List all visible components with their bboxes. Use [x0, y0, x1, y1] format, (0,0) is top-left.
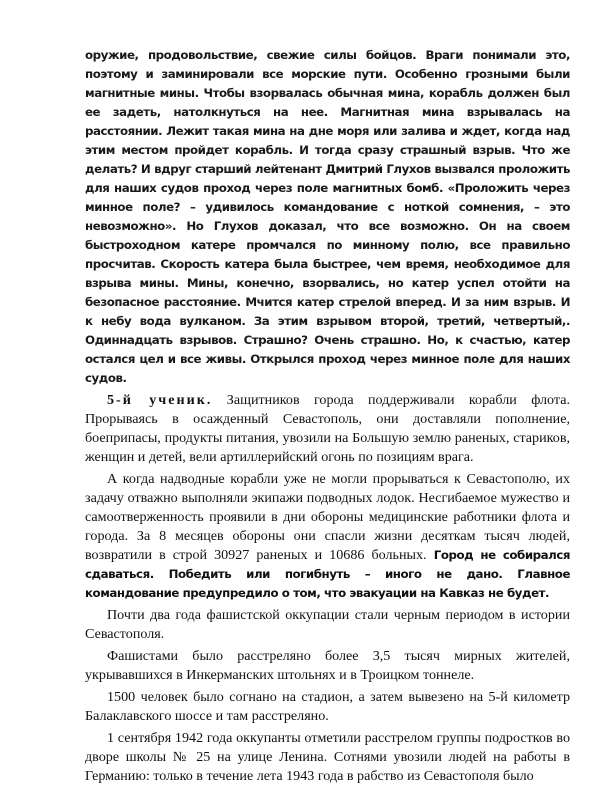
paragraph-submarines	[85, 470, 570, 603]
document-page	[85, 46, 570, 786]
paragraph-submarines-text: А когда надводные корабли уже не могли прорываться к Севастополю, их задачу отважно выполняли экипажи подводных лодок. Несгибаемое мужество и самоотверженность проявили в дни обороны медицинские работники флота и города. За 8 месяцев обороны они спасли жизни десяткам тысяч людей, возвратили в строй 30927 раненых и 10686 больных.	[85, 471, 570, 563]
paragraph-executions: Фашистами было расстреляно более 3,5 тысяч мирных жителей, укрывавшихся в Инкерманских штольнях и в Троицком тоннеле.	[85, 648, 570, 683]
paragraph-submarines-bold-text: Город не собирался сдаваться. Победить или погибнуть – иного не дано. Главное командование предупредило о том, что эвакуации на Кавказ не будет.	[85, 548, 570, 600]
paragraph-school-25: 1 сентября 1942 года оккупанты отметили расстрелом группы подростков во дворе школы № 25 на улице Ленина. Сотнями увозили людей на работы в Германию: только в течение лета 1943 года в рабство из Севастополя было	[85, 730, 570, 784]
paragraph-occupation: Почти два года фашистской оккупации стали черным периодом в истории Севастополя.	[85, 607, 570, 642]
paragraph-mine-field: оружие, продовольствие, свежие силы бойцов. Враги понимали это, поэтому и заминировали все морские пути. Особенно грозными были магнитные мины. Чтобы взорвалась обычная мина, корабль должен был ее задеть, натолкнуться на нее. Магнитная мина взрывалась на расстоянии. Лежит такая мина на дне моря или залива и ждет, когда над этим местом пройдет корабль. И тогда сразу страшный взрыв. Что же делать? И вдруг старший лейтенант Дмитрий Глухов вызвался проложить для наших судов проход через поле магнитных бомб. «Проложить через минное поле? – удивилось командование с ноткой сомнения, – это невозможно». Но Глухов доказал, что все возможно. Он на своем быстроходном катере промчался по минному полю, все правильно просчитав. Скорость катера была быстрее, чем время, необходимое для взрыва мины. Мины, конечно, взорвались, но катер успел отойти на безопасное расстояние. Мчится катер стрелой вперед. И за ним взрыв. И к небу вода вулканом. За этим взрывом второй, третий, четвертый,. Одиннадцать взрывов. Страшно? Очень страшно. Но, к счастью, катер остался цел и все живы. Открылся проход через минное поле для наших судов.	[85, 48, 570, 385]
speaker-label: 5-й ученик.	[107, 392, 213, 408]
paragraph-fleet-support	[85, 391, 570, 467]
paragraph-fleet-support-text: Защитников города поддерживали корабли флота. Прорываясь в осажденный Севастополь, они доставляли пополнение, боеприпасы, продукты питания, увозили на Большую землю раненых, стариков, женщин и детей, вели артиллерийский огонь по позициям врага.	[85, 392, 570, 465]
paragraph-stadium: 1500 человек было согнано на стадион, а затем вывезено на 5-й километр Балаклавского шоссе и там расстреляно.	[85, 689, 570, 724]
